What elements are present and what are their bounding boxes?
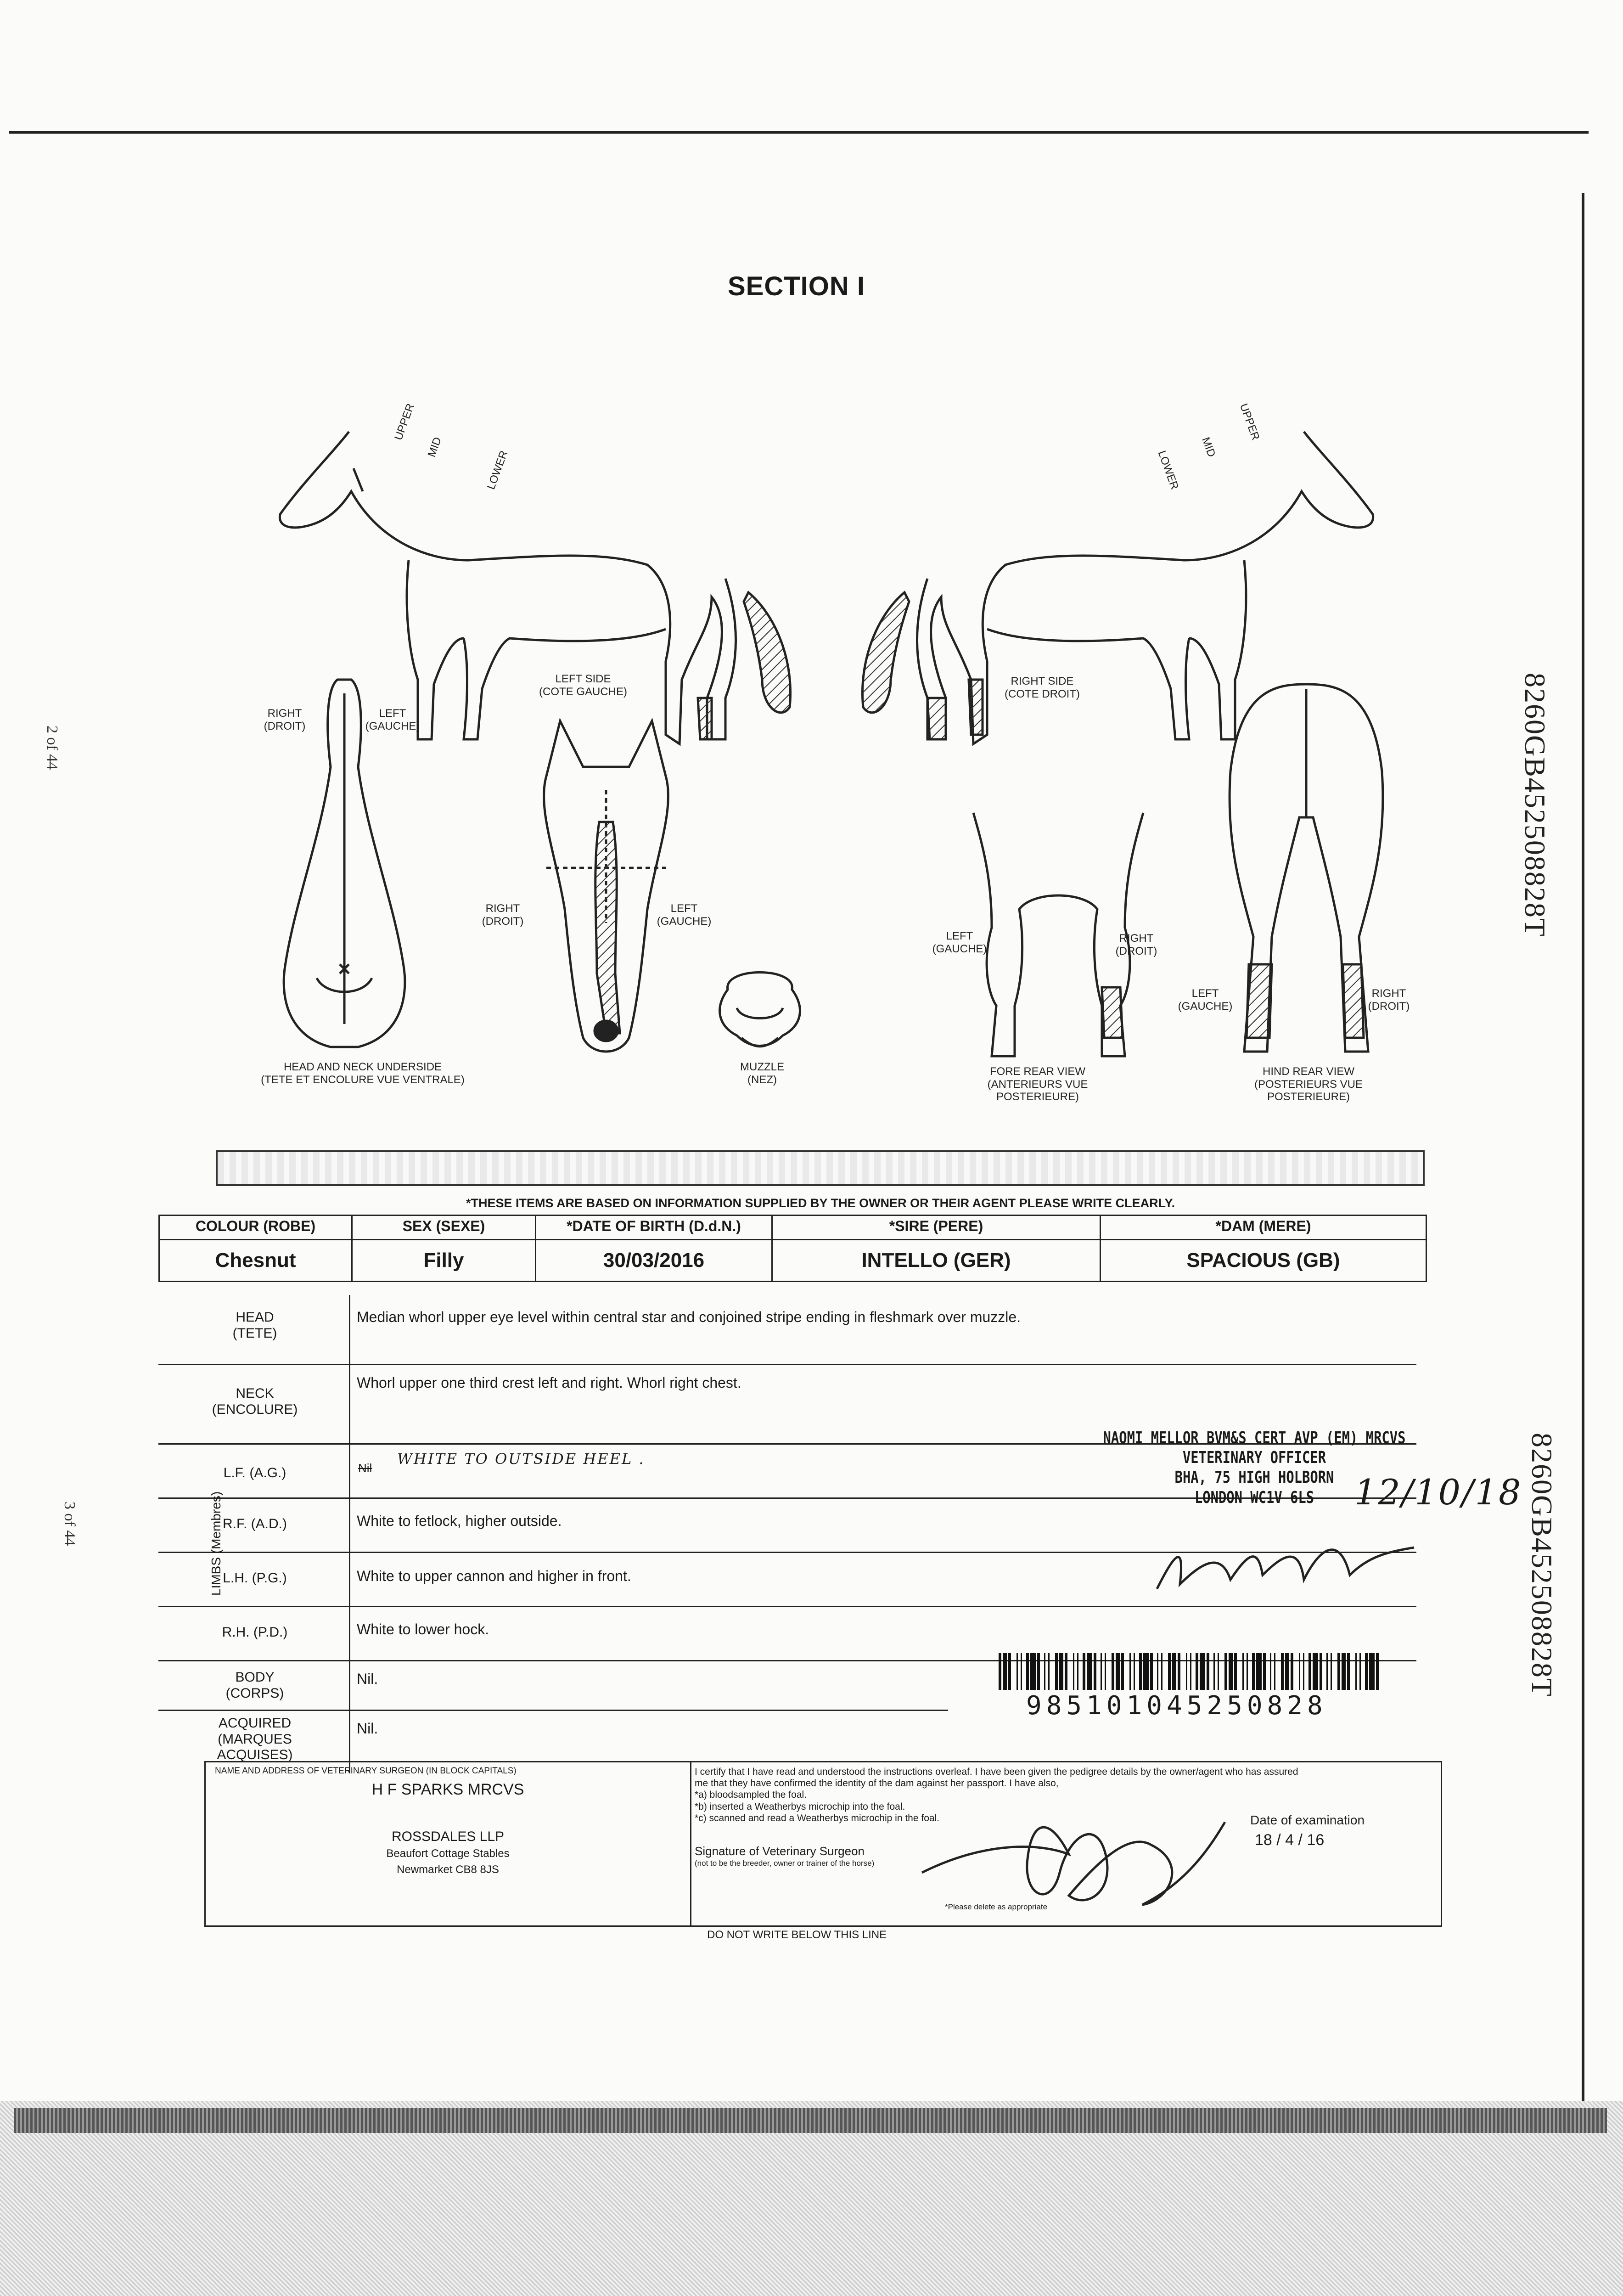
dark-scan-band [14,2108,1607,2133]
vet-practice: ROSSDALES LLP [391,1829,505,1844]
neck-text: Whorl upper one third crest left and right. Whorl right chest. [357,1374,741,1391]
blank-dashed-box [216,1150,1425,1186]
head-label: HEAD (TETE) [232,1310,277,1341]
hind-right-label: RIGHT (DROIT) [1368,987,1410,1013]
amendment-date: 12/10/18 [1354,1472,1522,1513]
neck-upper-label-right: UPPER [1237,402,1262,442]
sire-value: INTELLO (GER) [772,1240,1101,1282]
lh-text: White to upper cannon and higher in front. [357,1568,631,1584]
left-side-label: LEFT SIDE (COTE GAUCHE) [539,673,627,698]
vet-signature [913,1790,1234,1928]
vet-signature-note: (not to be the breeder, owner or trainer of the horse) [695,1859,875,1868]
head-neck-underside-label: HEAD AND NECK UNDERSIDE (TETE ET ENCOLURE VUE VENTRALE) [261,1061,465,1086]
microchip-barcode [999,1653,1384,1694]
head-row [158,1295,1416,1365]
stamp-line-1: NAOMI MELLOR BVM&S CERT AVP (EM) MRCVS [1103,1429,1406,1447]
limbs-side-label: LIMBS (Membres) [209,1491,223,1596]
vet-certify-text: I certify that I have read and understood the instructions overleaf. I have been given the pedigree details by the owner/agent who has assured me that they have confirmed the identity of the dam against her passport. I have also, *a) bloodsampled the foal. *b) inserted a Weatherbys microchip into the foal. *c) scanned and read a Weatherbys microchip in the foal. [695,1767,1298,1823]
sex-value: Filly [352,1240,536,1282]
vet-signature-label: Signature of Veterinary Surgeon [695,1844,865,1858]
hind-left-label: LEFT (GAUCHE) [1178,987,1233,1013]
page-number-upper: 2 of 44 [44,726,61,770]
identity-table [158,1215,1427,1282]
fore-rear-view-label: FORE REAR VIEW (ANTERIEURS VUE POSTERIEURE) [987,1065,1088,1103]
underside-right-label: RIGHT (DROIT) [264,707,306,732]
microchip-number: 985101045250828 [1026,1691,1327,1721]
officer-signature [1148,1534,1423,1603]
dob-value: 30/03/2016 [536,1240,772,1282]
passport-id-lower: 8260GB452508828T [1526,1433,1558,1697]
sex-header: SEX (SEXE) [352,1216,536,1240]
top-rule [9,131,1589,134]
fore-right-label: RIGHT (DROIT) [1115,932,1157,957]
stamp-line-3: BHA, 75 HIGH HOLBORN [1174,1468,1334,1487]
rh-text: White to lower hock. [357,1621,489,1638]
neck-lower-label-left: LOWER [484,449,511,491]
neck-upper-label-left: UPPER [392,402,417,442]
colour-value: Chesnut [159,1240,352,1282]
exam-date-label: Date of examination [1250,1813,1365,1827]
neck-lower-label-right: LOWER [1155,449,1181,491]
vet-address-1: Beaufort Cottage Stables [386,1847,510,1860]
head-front-drawing [528,716,684,1065]
head-right-label: RIGHT (DROIT) [482,902,524,928]
vet-name: H F SPARKS MRCVS [371,1781,524,1798]
acquired-label: ACQUIRED (MARQUES ACQUISES) [217,1716,293,1762]
delete-note: *Please delete as appropriate [945,1902,1048,1911]
lf-handwritten-text: WHITE TO OUTSIDE HEEL . [397,1450,645,1468]
hind-rear-view-label: HIND REAR VIEW (POSTERIEURS VUE POSTERIEURE) [1254,1065,1363,1103]
dam-header: *DAM (MERE) [1101,1216,1426,1240]
lf-label: L.F. (A.G.) [223,1465,286,1480]
neck-mid-label-right: MID [1199,435,1218,459]
vet-heading: NAME AND ADDRESS OF VETERINARY SURGEON (IN BLOCK CAPITALS) [215,1766,517,1776]
body-row [158,1661,948,1711]
lf-struck-text: Nil [358,1461,372,1475]
exam-date-value: 18 / 4 / 16 [1255,1831,1325,1849]
neck-label: NECK (ENCOLURE) [212,1386,298,1417]
underside-left-label: LEFT (GAUCHE) [365,707,420,732]
head-left-label: LEFT (GAUCHE) [657,902,712,928]
rf-text: White to fetlock, higher outside. [357,1513,562,1529]
stamp-line-2: VETERINARY OFFICER [1182,1448,1326,1468]
rf-label: R.F. (A.D.) [223,1516,287,1531]
body-text: Nil. [357,1671,378,1687]
muzzle-label: MUZZLE (NEZ) [740,1061,784,1086]
acquired-text: Nil. [357,1720,378,1737]
colour-header: COLOUR (ROBE) [159,1216,352,1240]
vet-name-address-panel [206,1762,691,1925]
page-number-lower: 3 of 44 [61,1502,78,1546]
lh-label: L.H. (P.G.) [223,1570,287,1586]
muzzle-drawing [714,957,806,1054]
passport-id-upper: 8260GB452508828T [1519,673,1551,937]
do-not-write-below: DO NOT WRITE BELOW THIS LINE [707,1929,887,1941]
owner-info-notice: *THESE ITEMS ARE BASED ON INFORMATION SUPPLIED BY THE OWNER OR THEIR AGENT PLEASE WRITE CLEARLY. [466,1196,1175,1210]
section-title: SECTION I [728,271,865,301]
head-text: Median whorl upper eye level within central star and conjoined stripe ending in fleshmark over muzzle. [357,1309,1021,1325]
vet-certification-box [204,1761,1442,1927]
neck-mid-label-left: MID [425,435,444,459]
fore-left-label: LEFT (GAUCHE) [932,930,987,955]
dob-header: *DATE OF BIRTH (D.d.N.) [536,1216,772,1240]
sire-header: *SIRE (PERE) [772,1216,1101,1240]
rh-label: R.H. (P.D.) [222,1625,288,1640]
right-side-label: RIGHT SIDE (COTE DROIT) [1005,675,1080,700]
body-label: BODY (CORPS) [225,1670,284,1701]
vet-address-2: Newmarket CB8 8JS [397,1863,499,1876]
dam-value: SPACIOUS (GB) [1101,1240,1426,1282]
right-edge-line [1582,193,1584,2112]
stamp-line-4: LONDON WC1V 6LS [1194,1488,1314,1507]
